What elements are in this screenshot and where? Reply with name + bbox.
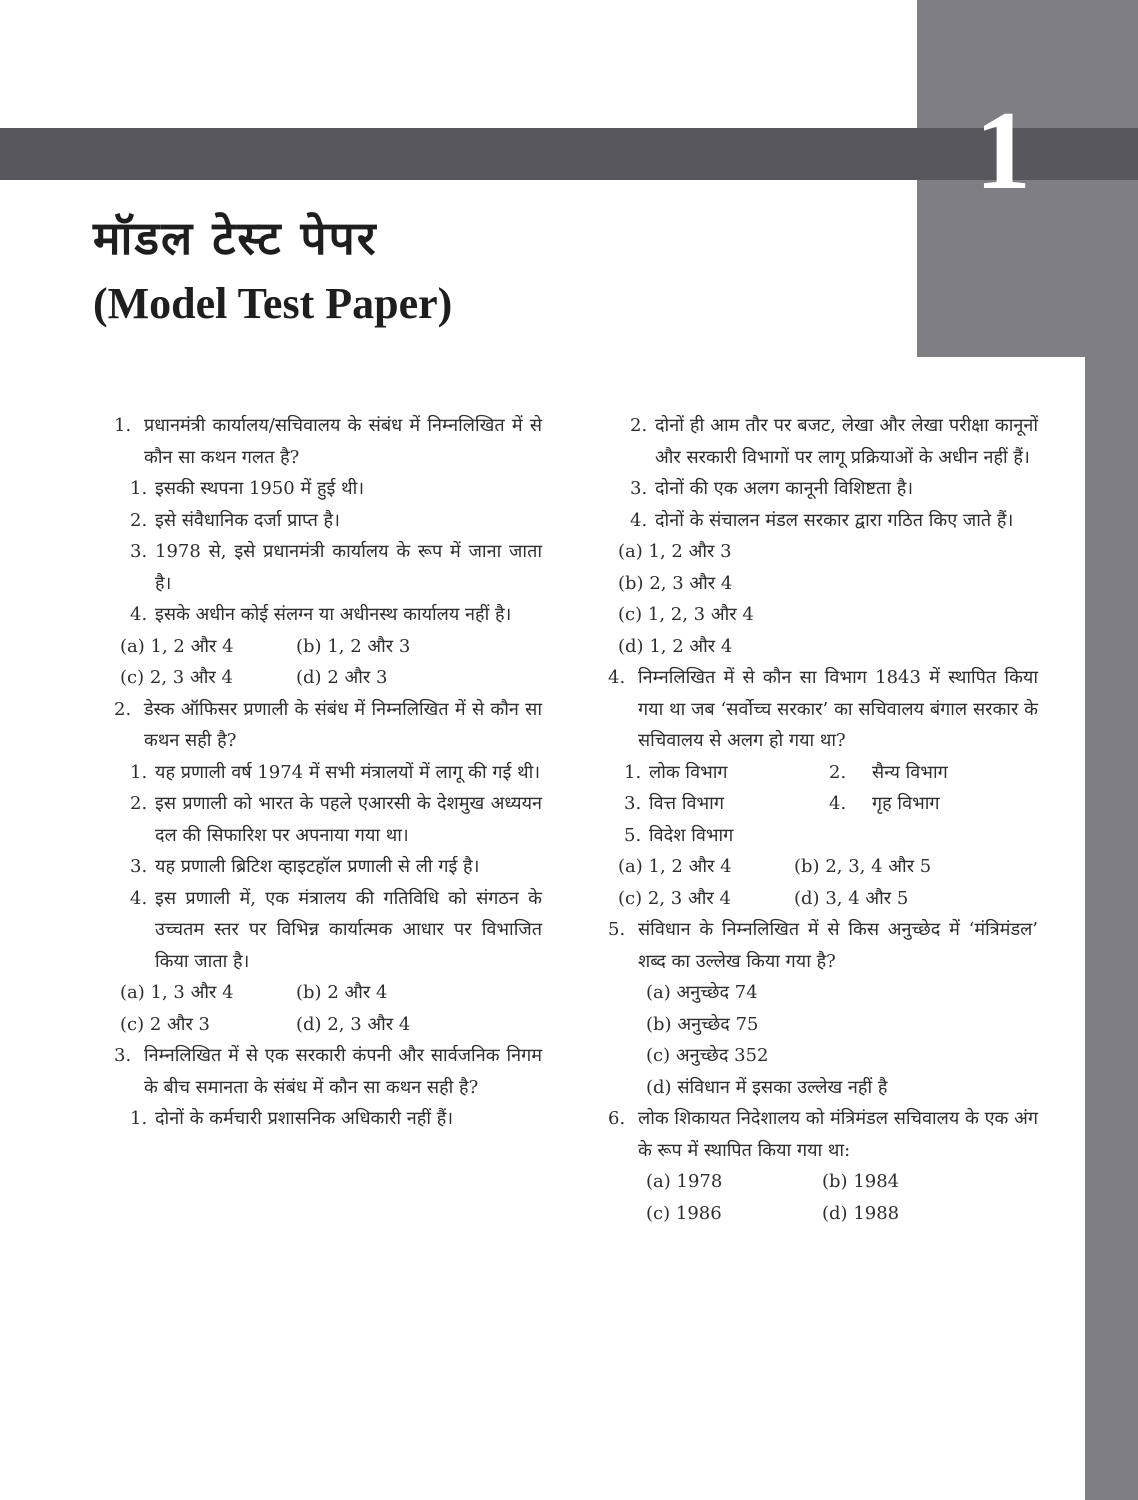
question-text: निम्नलिखित में से एक सरकारी कंपनी और सार्वजनिक निगम के बीच समानता के संबंध में कौन सा कथन सही है?: [144, 1045, 542, 1098]
page-edge-strip: [1085, 357, 1138, 1500]
option-b: (b) 1984: [822, 1171, 900, 1192]
question-4-statements: [624, 757, 1038, 852]
question-2: [114, 694, 542, 757]
statement: [630, 473, 1038, 505]
page-title-hindi: मॉडल टेस्ट पेपर: [93, 211, 378, 265]
statement-text: इसे संवैधानिक दर्जा प्राप्त है।: [155, 509, 340, 531]
statement: [130, 788, 542, 851]
statement-text: सैन्य विभाग: [872, 761, 948, 783]
option-b: (b) 1, 2 और 3: [296, 635, 411, 657]
question-text: प्रधानमंत्री कार्यालय/सचिवालय के संबंध में निम्नलिखित में से कौन सा कथन गलत है?: [144, 415, 542, 468]
statement-number: 3.: [130, 856, 148, 877]
question-number: 2.: [114, 698, 132, 720]
statement-number: 1.: [130, 1108, 148, 1129]
option-d: (d) 2, 3 और 4: [296, 1013, 411, 1035]
question-6-options: [646, 1166, 1038, 1229]
statement: [624, 788, 829, 820]
option-a: (a) 1, 2 और 4: [618, 856, 732, 877]
question-4-options: [618, 851, 1038, 914]
option-a: (a) अनुच्छेद 74: [646, 982, 758, 1003]
question-3-statements-continued: [630, 410, 1038, 536]
option-b: (b) 2, 3, 4 और 5: [794, 856, 932, 877]
statement-text: वित्त विभाग: [649, 793, 724, 814]
question-3: [114, 1040, 542, 1103]
statement-text: इस प्रणाली में, एक मंत्रालय की गतिविधि को संगठन के उच्चतम स्तर पर विभिन्न कार्यात्मक आधार पर विभाजित किया जाता है।: [155, 887, 542, 972]
statement: [130, 883, 542, 978]
statement-number: 3.: [624, 793, 642, 814]
question-3-options: [618, 536, 1038, 662]
option-a: (a) 1, 2 और 4: [120, 635, 234, 657]
statement-text: इसकी स्थपना 1950 में हुई थी।: [155, 478, 365, 499]
statement-number: 1.: [130, 478, 148, 499]
option-d: (d) 2 और 3: [296, 667, 388, 688]
option-a: (a) 1, 2 और 3: [618, 541, 732, 562]
statement: [130, 757, 542, 789]
question-text: डेस्क ऑफिसर प्रणाली के संबंध में निम्नलिखित में से कौन सा कथन सही है?: [144, 698, 542, 751]
question-5: [608, 914, 1038, 977]
statement-text: 1978 से, इसे प्रधानमंत्री कार्यालय के रूप में जाना जाता है।: [155, 541, 542, 594]
option-c: (c) 1, 2, 3 और 4: [618, 604, 754, 625]
question-4: [608, 662, 1038, 757]
statement-number: 3.: [630, 478, 648, 499]
option-b: (b) 2 और 4: [296, 982, 388, 1003]
statement: [130, 851, 542, 883]
statement-text: इसके अधीन कोई संलग्न या अधीनस्थ कार्यालय नहीं है।: [155, 604, 512, 625]
statement: [630, 505, 1038, 537]
statement-text: यह प्रणाली वर्ष 1974 में सभी मंत्रालयों में लागू की गई थी।: [155, 761, 541, 783]
question-text: निम्नलिखित में से कौन सा विभाग 1843 में स्थापित किया गया था जब ‘सर्वोच्च सरकार’ का सचिवालय बंगाल सरकार के सचिवालय से अलग हो गया था?: [638, 667, 1038, 751]
question-number: 3.: [114, 1045, 132, 1066]
option-d: (d) 1, 2 और 4: [618, 635, 733, 657]
option-b: (b) अनुच्छेद 75: [646, 1013, 759, 1035]
statement-number: 2.: [130, 793, 148, 814]
chapter-number: 1: [975, 89, 1031, 213]
option-c: (c) अनुच्छेद 352: [646, 1045, 769, 1066]
statement-number: 3.: [130, 541, 148, 562]
statement: [630, 410, 1038, 473]
question-1-statements: [130, 473, 542, 631]
right-column: [608, 410, 1038, 1229]
question-text: लोक शिकायत निदेशालय को मंत्रिमंडल सचिवालय के एक अंग के रूप में स्थापित किया गया था:: [638, 1108, 1038, 1161]
question-text: संविधान के निम्नलिखित में से किस अनुच्छेद में ‘मंत्रिमंडल’ शब्द का उल्लेख किया गया है?: [638, 919, 1038, 972]
question-1-options: [120, 631, 542, 694]
option-a: (a) 1978: [646, 1171, 723, 1192]
statement: [829, 788, 1034, 820]
page-title-english: (Model Test Paper): [93, 279, 453, 328]
statement-text: दोनों के कर्मचारी प्रशासनिक अधिकारी नहीं हैं।: [155, 1108, 454, 1129]
statement: [130, 536, 542, 599]
statement-text: यह प्रणाली ब्रिटिश व्हाइटहॉल प्रणाली से ली गई है।: [155, 856, 480, 877]
statement-text: दोनों ही आम तौर पर बजट, लेखा और लेखा परीक्षा कानूनों और सरकारी विभागों पर लागू प्रक्रियाओं के अधीन नहीं हैं।: [655, 415, 1038, 468]
statement: [130, 473, 542, 505]
statement-number: 2.: [829, 761, 847, 783]
option-c: (c) 1986: [646, 1202, 722, 1224]
option-a: (a) 1, 3 और 4: [120, 982, 234, 1003]
statement-text: लोक विभाग: [649, 761, 728, 783]
statement: [130, 1103, 542, 1135]
option-d: (d) 1988: [822, 1202, 900, 1224]
option-c: (c) 2, 3 और 4: [120, 667, 233, 688]
statement-number: 4.: [130, 604, 148, 625]
option-d: (d) 3, 4 और 5: [794, 887, 909, 909]
left-column: [114, 410, 542, 1135]
option-b: (b) 2, 3 और 4: [618, 572, 733, 594]
statement-text: इस प्रणाली को भारत के पहले एआरसी के देशमुख अध्ययन दल की सिफारिश पर अपनाया गया था।: [155, 793, 542, 846]
question-3-statements: [130, 1103, 542, 1135]
statement-number: 2.: [130, 509, 148, 531]
statement-number: 2.: [630, 415, 648, 436]
statement-number: 4.: [829, 793, 847, 814]
option-d: (d) संविधान में इसका उल्लेख नहीं है: [646, 1076, 888, 1098]
statement-number: 4.: [130, 887, 148, 909]
statement-number: 5.: [624, 824, 642, 846]
question-5-options: [646, 977, 1038, 1103]
question-2-options: [120, 977, 542, 1040]
option-c: (c) 2, 3 और 4: [618, 887, 731, 909]
question-number: 4.: [608, 667, 626, 688]
question-number: 6.: [608, 1108, 626, 1129]
statement-text: विदेश विभाग: [649, 824, 734, 846]
statement-number: 1.: [130, 761, 148, 783]
statement-text: गृह विभाग: [872, 793, 940, 814]
question-number: 5.: [608, 919, 626, 940]
question-2-statements: [130, 757, 542, 978]
question-6: [608, 1103, 1038, 1166]
statement-number: 4.: [630, 509, 648, 531]
question-1: [114, 410, 542, 473]
question-number: 1.: [114, 415, 132, 436]
statement-text: दोनों की एक अलग कानूनी विशिष्टता है।: [655, 478, 914, 499]
statement: [624, 820, 829, 852]
statement: [130, 505, 542, 537]
statement: [624, 757, 829, 789]
statement: [829, 757, 1034, 789]
statement: [130, 599, 542, 631]
statement-text: दोनों के संचालन मंडल सरकार द्वारा गठित किए जाते हैं।: [655, 509, 1014, 531]
statement-number: 1.: [624, 761, 642, 783]
option-c: (c) 2 और 3: [120, 1013, 210, 1035]
